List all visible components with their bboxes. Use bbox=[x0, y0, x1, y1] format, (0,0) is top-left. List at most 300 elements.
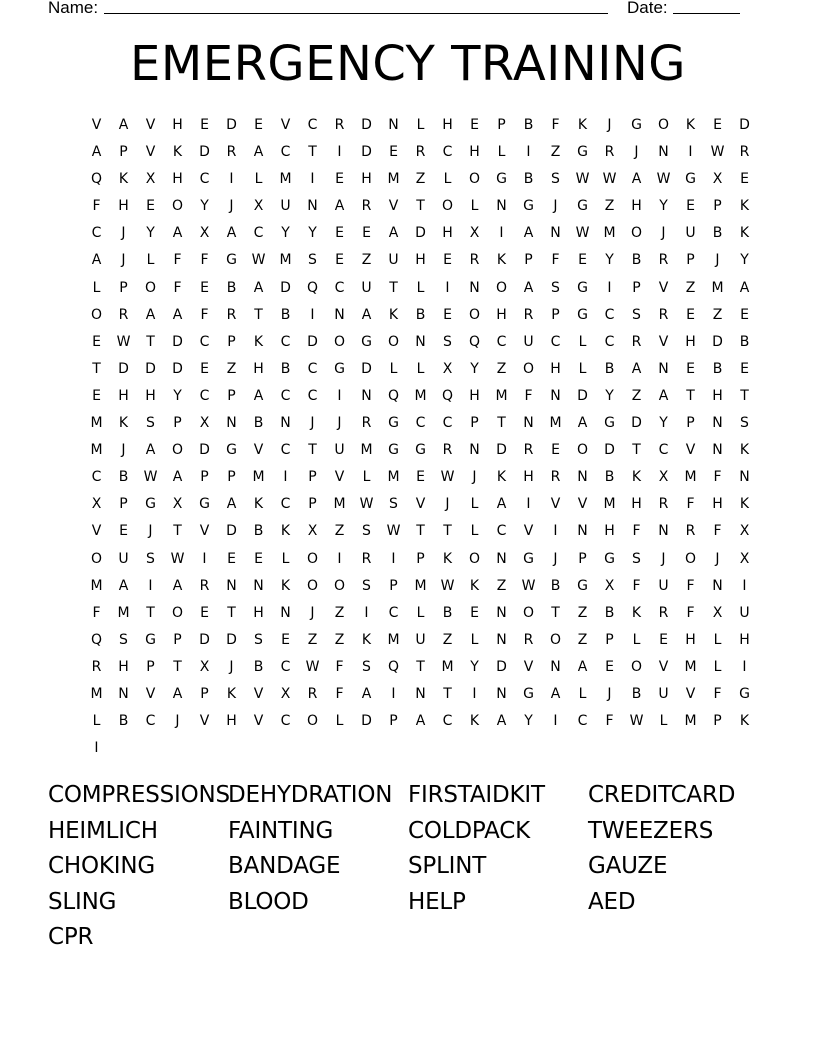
grid-letter[interactable]: J bbox=[121, 442, 126, 459]
grid-letter[interactable]: Y bbox=[605, 387, 614, 404]
grid-letter[interactable]: F bbox=[92, 198, 101, 215]
grid-letter[interactable]: E bbox=[335, 225, 344, 242]
grid-letter[interactable]: D bbox=[199, 144, 210, 161]
grid-letter[interactable]: A bbox=[253, 387, 264, 404]
grid-letter[interactable]: M bbox=[684, 713, 697, 730]
grid-letter[interactable]: O bbox=[333, 577, 346, 594]
grid-letter[interactable]: W bbox=[143, 469, 158, 486]
grid-letter[interactable]: X bbox=[307, 523, 318, 540]
grid-letter[interactable]: J bbox=[121, 225, 126, 242]
grid-letter[interactable]: T bbox=[443, 523, 452, 540]
grid-letter[interactable]: F bbox=[713, 685, 722, 702]
grid-letter[interactable]: H bbox=[631, 496, 642, 513]
grid-letter[interactable]: L bbox=[416, 279, 425, 296]
grid-letter[interactable]: E bbox=[740, 360, 749, 377]
grid-letter[interactable]: Q bbox=[387, 658, 400, 675]
grid-letter[interactable]: R bbox=[334, 117, 345, 133]
grid-letter[interactable]: K bbox=[631, 469, 642, 486]
grid-letter[interactable]: W bbox=[440, 577, 455, 594]
grid-letter[interactable]: Z bbox=[334, 604, 345, 621]
grid-letter[interactable]: H bbox=[631, 198, 642, 215]
grid-letter[interactable]: F bbox=[632, 577, 641, 594]
grid-letter[interactable]: K bbox=[739, 442, 750, 459]
grid-letter[interactable]: N bbox=[496, 685, 507, 702]
grid-letter[interactable]: A bbox=[172, 306, 183, 323]
grid-letter[interactable]: Z bbox=[334, 523, 345, 540]
grid-letter[interactable]: H bbox=[118, 658, 129, 675]
grid-letter[interactable]: B bbox=[253, 523, 264, 540]
grid-letter[interactable]: A bbox=[334, 198, 345, 215]
grid-letter[interactable]: G bbox=[496, 171, 507, 188]
grid-letter[interactable]: B bbox=[604, 360, 615, 377]
grid-letter[interactable]: Z bbox=[226, 360, 237, 377]
grid-letter[interactable]: S bbox=[362, 523, 371, 540]
grid-letter[interactable]: E bbox=[200, 604, 209, 621]
grid-letter[interactable]: I bbox=[445, 279, 450, 296]
grid-letter[interactable]: G bbox=[604, 415, 615, 432]
grid-letter[interactable]: K bbox=[631, 604, 642, 621]
grid-letter[interactable]: R bbox=[550, 469, 561, 486]
grid-letter[interactable]: Y bbox=[740, 252, 749, 269]
grid-letter[interactable]: L bbox=[146, 252, 155, 269]
grid-letter[interactable]: I bbox=[229, 171, 234, 188]
grid-letter[interactable]: B bbox=[712, 360, 723, 377]
grid-letter[interactable]: G bbox=[199, 496, 210, 513]
grid-letter[interactable]: I bbox=[337, 550, 342, 567]
grid-letter[interactable]: Z bbox=[496, 360, 507, 377]
grid-letter[interactable]: E bbox=[713, 117, 722, 133]
grid-letter[interactable]: P bbox=[713, 198, 722, 215]
grid-letter[interactable]: U bbox=[739, 604, 750, 621]
grid-letter[interactable]: I bbox=[607, 279, 612, 296]
grid-letter[interactable]: J bbox=[715, 550, 720, 567]
grid-letter[interactable]: N bbox=[226, 577, 237, 594]
grid-letter[interactable]: B bbox=[280, 306, 291, 323]
grid-letter[interactable]: E bbox=[551, 442, 560, 459]
grid-letter[interactable]: F bbox=[686, 604, 695, 621]
grid-letter[interactable]: J bbox=[553, 550, 558, 567]
grid-letter[interactable]: P bbox=[632, 279, 641, 296]
grid-letter[interactable]: E bbox=[443, 252, 452, 269]
grid-letter[interactable]: V bbox=[199, 523, 210, 540]
grid-letter[interactable]: O bbox=[171, 604, 184, 621]
grid-letter[interactable]: J bbox=[229, 658, 234, 675]
grid-letter[interactable]: C bbox=[280, 387, 291, 404]
grid-letter[interactable]: W bbox=[386, 523, 401, 540]
grid-letter[interactable]: Z bbox=[496, 577, 507, 594]
grid-letter[interactable]: K bbox=[739, 225, 750, 242]
grid-letter[interactable]: U bbox=[280, 198, 291, 215]
grid-letter[interactable]: G bbox=[523, 685, 534, 702]
grid-letter[interactable]: A bbox=[145, 306, 156, 323]
grid-letter[interactable]: K bbox=[280, 523, 291, 540]
grid-letter[interactable]: E bbox=[200, 279, 209, 296]
grid-letter[interactable]: P bbox=[119, 496, 128, 513]
grid-letter[interactable]: M bbox=[90, 577, 103, 594]
grid-letter[interactable]: R bbox=[199, 577, 210, 594]
grid-letter[interactable]: O bbox=[468, 306, 481, 323]
grid-letter[interactable]: D bbox=[226, 523, 237, 540]
grid-letter[interactable]: Q bbox=[90, 631, 103, 648]
grid-letter[interactable]: J bbox=[553, 198, 558, 215]
grid-letter[interactable]: B bbox=[604, 604, 615, 621]
grid-letter[interactable]: G bbox=[577, 279, 588, 296]
grid-letter[interactable]: L bbox=[578, 360, 587, 377]
grid-letter[interactable]: E bbox=[740, 171, 749, 188]
grid-letter[interactable]: O bbox=[144, 279, 157, 296]
grid-letter[interactable]: K bbox=[361, 631, 372, 648]
grid-letter[interactable]: O bbox=[522, 604, 535, 621]
grid-letter[interactable]: G bbox=[577, 306, 588, 323]
grid-letter[interactable]: Z bbox=[334, 631, 345, 648]
grid-letter[interactable]: V bbox=[388, 198, 399, 215]
grid-letter[interactable]: M bbox=[603, 225, 616, 242]
grid-letter[interactable]: E bbox=[740, 306, 749, 323]
grid-letter[interactable]: C bbox=[91, 225, 102, 242]
grid-letter[interactable]: L bbox=[443, 171, 452, 188]
grid-letter[interactable]: F bbox=[524, 387, 533, 404]
grid-letter[interactable]: V bbox=[658, 658, 669, 675]
grid-letter[interactable]: E bbox=[578, 252, 587, 269]
grid-letter[interactable]: L bbox=[578, 333, 587, 350]
grid-letter[interactable]: B bbox=[631, 685, 642, 702]
grid-letter[interactable]: Y bbox=[659, 415, 668, 432]
grid-letter[interactable]: A bbox=[496, 496, 507, 513]
grid-letter[interactable]: R bbox=[685, 523, 696, 540]
grid-letter[interactable]: N bbox=[226, 415, 237, 432]
grid-letter[interactable]: N bbox=[658, 523, 669, 540]
grid-letter[interactable]: F bbox=[632, 523, 641, 540]
grid-letter[interactable]: T bbox=[146, 333, 155, 350]
grid-letter[interactable]: Z bbox=[415, 171, 426, 188]
grid-letter[interactable]: T bbox=[173, 658, 182, 675]
grid-letter[interactable]: E bbox=[470, 604, 479, 621]
grid-letter[interactable]: T bbox=[254, 306, 263, 323]
grid-letter[interactable]: J bbox=[715, 252, 720, 269]
grid-letter[interactable]: P bbox=[200, 685, 209, 702]
grid-letter[interactable]: X bbox=[442, 360, 453, 377]
grid-letter[interactable]: A bbox=[550, 685, 561, 702]
grid-letter[interactable]: I bbox=[364, 604, 369, 621]
grid-letter[interactable]: K bbox=[118, 171, 129, 188]
grid-letter[interactable]: Y bbox=[308, 225, 317, 242]
grid-letter[interactable]: C bbox=[199, 171, 210, 188]
grid-letter[interactable]: P bbox=[227, 469, 236, 486]
grid-letter[interactable]: C bbox=[604, 333, 615, 350]
grid-letter[interactable]: E bbox=[200, 117, 209, 133]
grid-letter[interactable]: I bbox=[310, 171, 315, 188]
grid-letter[interactable]: Y bbox=[470, 360, 479, 377]
grid-letter[interactable]: A bbox=[226, 496, 237, 513]
grid-letter[interactable]: U bbox=[118, 550, 129, 567]
grid-letter[interactable]: A bbox=[631, 360, 642, 377]
grid-letter[interactable]: I bbox=[742, 577, 747, 594]
grid-letter[interactable]: R bbox=[226, 144, 237, 161]
grid-letter[interactable]: D bbox=[361, 117, 372, 133]
grid-letter[interactable]: F bbox=[335, 685, 344, 702]
grid-letter[interactable]: S bbox=[362, 658, 371, 675]
grid-letter[interactable]: E bbox=[335, 171, 344, 188]
grid-letter[interactable]: O bbox=[630, 225, 643, 242]
grid-letter[interactable]: F bbox=[335, 658, 344, 675]
grid-letter[interactable]: X bbox=[280, 685, 291, 702]
grid-letter[interactable]: S bbox=[146, 415, 155, 432]
grid-letter[interactable]: G bbox=[415, 442, 426, 459]
grid-letter[interactable]: Z bbox=[361, 252, 372, 269]
grid-letter[interactable]: O bbox=[306, 713, 319, 730]
grid-letter[interactable]: R bbox=[361, 415, 372, 432]
grid-letter[interactable]: G bbox=[577, 577, 588, 594]
grid-letter[interactable]: S bbox=[551, 279, 560, 296]
grid-letter[interactable]: R bbox=[118, 306, 129, 323]
grid-letter[interactable]: B bbox=[739, 333, 750, 350]
grid-letter[interactable]: V bbox=[685, 442, 696, 459]
grid-letter[interactable]: W bbox=[710, 144, 725, 161]
grid-letter[interactable]: R bbox=[658, 496, 669, 513]
grid-letter[interactable]: O bbox=[306, 577, 319, 594]
grid-letter[interactable]: K bbox=[442, 550, 453, 567]
grid-letter[interactable]: N bbox=[469, 442, 480, 459]
grid-letter[interactable]: J bbox=[121, 252, 126, 269]
grid-letter[interactable]: M bbox=[279, 171, 292, 188]
grid-letter[interactable]: R bbox=[442, 442, 453, 459]
grid-letter[interactable]: U bbox=[415, 631, 426, 648]
grid-letter[interactable]: F bbox=[605, 713, 614, 730]
grid-letter[interactable]: M bbox=[360, 442, 373, 459]
grid-letter[interactable]: X bbox=[91, 496, 102, 513]
grid-letter[interactable]: M bbox=[387, 171, 400, 188]
grid-letter[interactable]: A bbox=[496, 713, 507, 730]
grid-letter[interactable]: E bbox=[686, 306, 695, 323]
grid-letter[interactable]: C bbox=[496, 333, 507, 350]
grid-letter[interactable]: S bbox=[740, 415, 749, 432]
grid-letter[interactable]: N bbox=[307, 198, 318, 215]
grid-letter[interactable]: M bbox=[279, 252, 292, 269]
grid-letter[interactable]: T bbox=[146, 604, 155, 621]
grid-letter[interactable]: V bbox=[253, 442, 264, 459]
grid-letter[interactable]: Y bbox=[605, 252, 614, 269]
grid-letter[interactable]: P bbox=[416, 550, 425, 567]
grid-letter[interactable]: V bbox=[145, 144, 156, 161]
grid-letter[interactable]: N bbox=[388, 117, 399, 133]
grid-letter[interactable]: R bbox=[523, 631, 534, 648]
grid-letter[interactable]: V bbox=[658, 333, 669, 350]
grid-letter[interactable]: A bbox=[118, 117, 129, 133]
grid-letter[interactable]: R bbox=[415, 144, 426, 161]
grid-letter[interactable]: A bbox=[172, 469, 183, 486]
grid-letter[interactable]: A bbox=[118, 577, 129, 594]
grid-letter[interactable]: X bbox=[145, 171, 156, 188]
grid-letter[interactable]: P bbox=[227, 387, 236, 404]
grid-letter[interactable]: S bbox=[632, 550, 641, 567]
grid-letter[interactable]: V bbox=[91, 523, 102, 540]
grid-letter[interactable]: O bbox=[171, 442, 184, 459]
grid-letter[interactable]: P bbox=[605, 631, 614, 648]
grid-letter[interactable]: C bbox=[658, 442, 669, 459]
grid-letter[interactable]: K bbox=[253, 333, 264, 350]
grid-letter[interactable]: C bbox=[577, 713, 588, 730]
grid-letter[interactable]: Q bbox=[441, 387, 454, 404]
grid-letter[interactable]: W bbox=[251, 252, 266, 269]
grid-letter[interactable]: M bbox=[90, 415, 103, 432]
grid-letter[interactable]: J bbox=[310, 415, 315, 432]
grid-letter[interactable]: J bbox=[229, 198, 234, 215]
grid-letter[interactable]: P bbox=[497, 117, 506, 133]
grid-letter[interactable]: P bbox=[524, 252, 533, 269]
grid-letter[interactable]: M bbox=[549, 415, 562, 432]
grid-letter[interactable]: X bbox=[712, 171, 723, 188]
grid-letter[interactable]: K bbox=[496, 252, 507, 269]
grid-letter[interactable]: K bbox=[739, 496, 750, 513]
grid-letter[interactable]: X bbox=[199, 225, 210, 242]
grid-letter[interactable]: U bbox=[685, 225, 696, 242]
grid-letter[interactable]: G bbox=[334, 360, 345, 377]
grid-letter[interactable]: Q bbox=[387, 387, 400, 404]
grid-letter[interactable]: U bbox=[388, 252, 399, 269]
grid-letter[interactable]: C bbox=[199, 387, 210, 404]
grid-letter[interactable]: Q bbox=[90, 171, 103, 188]
grid-letter[interactable]: P bbox=[227, 333, 236, 350]
grid-letter[interactable]: K bbox=[253, 496, 264, 513]
grid-letter[interactable]: O bbox=[657, 117, 670, 133]
grid-letter[interactable]: A bbox=[523, 279, 534, 296]
grid-letter[interactable]: I bbox=[202, 550, 207, 567]
grid-letter[interactable]: I bbox=[688, 144, 693, 161]
grid-letter[interactable]: R bbox=[523, 306, 534, 323]
grid-letter[interactable]: N bbox=[739, 469, 750, 486]
grid-letter[interactable]: V bbox=[334, 469, 345, 486]
grid-letter[interactable]: G bbox=[226, 442, 237, 459]
grid-letter[interactable]: F bbox=[551, 117, 560, 133]
grid-letter[interactable]: N bbox=[361, 387, 372, 404]
grid-letter[interactable]: V bbox=[523, 523, 534, 540]
grid-letter[interactable]: D bbox=[361, 144, 372, 161]
grid-letter[interactable]: D bbox=[226, 117, 237, 133]
grid-letter[interactable]: K bbox=[118, 415, 129, 432]
grid-letter[interactable]: I bbox=[391, 685, 396, 702]
grid-letter[interactable]: P bbox=[146, 658, 155, 675]
grid-letter[interactable]: O bbox=[468, 171, 481, 188]
grid-letter[interactable]: T bbox=[416, 198, 425, 215]
grid-letter[interactable]: R bbox=[361, 198, 372, 215]
grid-letter[interactable]: B bbox=[631, 252, 642, 269]
grid-letter[interactable]: K bbox=[172, 144, 183, 161]
grid-letter[interactable]: V bbox=[577, 496, 588, 513]
grid-letter[interactable]: Z bbox=[712, 306, 723, 323]
grid-letter[interactable]: N bbox=[712, 442, 723, 459]
grid-letter[interactable]: B bbox=[712, 225, 723, 242]
grid-letter[interactable]: R bbox=[631, 333, 642, 350]
grid-letter[interactable]: C bbox=[550, 333, 561, 350]
grid-letter[interactable]: E bbox=[146, 198, 155, 215]
grid-letter[interactable]: A bbox=[91, 144, 102, 161]
grid-letter[interactable]: A bbox=[388, 225, 399, 242]
grid-letter[interactable]: Z bbox=[631, 387, 642, 404]
grid-letter[interactable]: C bbox=[307, 387, 318, 404]
grid-letter[interactable]: E bbox=[254, 117, 263, 133]
grid-letter[interactable]: A bbox=[361, 685, 372, 702]
grid-letter[interactable]: E bbox=[605, 658, 614, 675]
grid-letter[interactable]: D bbox=[307, 333, 318, 350]
grid-letter[interactable]: Z bbox=[442, 631, 453, 648]
grid-letter[interactable]: N bbox=[496, 550, 507, 567]
grid-letter[interactable]: N bbox=[496, 604, 507, 621]
grid-letter[interactable]: A bbox=[658, 387, 669, 404]
grid-letter[interactable]: I bbox=[553, 523, 558, 540]
grid-letter[interactable]: J bbox=[445, 496, 450, 513]
grid-letter[interactable]: M bbox=[252, 469, 265, 486]
grid-letter[interactable]: K bbox=[280, 577, 291, 594]
grid-letter[interactable]: O bbox=[549, 631, 562, 648]
grid-letter[interactable]: L bbox=[659, 713, 668, 730]
grid-letter[interactable]: D bbox=[280, 279, 291, 296]
grid-letter[interactable]: K bbox=[388, 306, 399, 323]
grid-letter[interactable]: L bbox=[416, 360, 425, 377]
grid-letter[interactable]: L bbox=[416, 117, 425, 133]
grid-letter[interactable]: C bbox=[280, 496, 291, 513]
grid-letter[interactable]: D bbox=[712, 333, 723, 350]
grid-letter[interactable]: H bbox=[145, 387, 156, 404]
grid-letter[interactable]: O bbox=[90, 306, 103, 323]
grid-letter[interactable]: J bbox=[148, 523, 153, 540]
grid-letter[interactable]: Y bbox=[173, 387, 182, 404]
grid-letter[interactable]: L bbox=[281, 550, 290, 567]
grid-letter[interactable]: K bbox=[469, 713, 480, 730]
grid-letter[interactable]: B bbox=[442, 604, 453, 621]
grid-letter[interactable]: W bbox=[170, 550, 185, 567]
grid-letter[interactable]: N bbox=[496, 198, 507, 215]
grid-letter[interactable]: X bbox=[172, 496, 183, 513]
grid-letter[interactable]: M bbox=[684, 658, 697, 675]
grid-letter[interactable]: C bbox=[199, 333, 210, 350]
grid-letter[interactable]: W bbox=[656, 171, 671, 188]
grid-letter[interactable]: L bbox=[713, 658, 722, 675]
grid-letter[interactable]: H bbox=[712, 496, 723, 513]
grid-letter[interactable]: P bbox=[119, 144, 128, 161]
grid-letter[interactable]: B bbox=[523, 171, 534, 188]
grid-letter[interactable]: L bbox=[470, 198, 479, 215]
grid-letter[interactable]: E bbox=[92, 333, 101, 350]
grid-letter[interactable]: D bbox=[361, 713, 372, 730]
grid-letter[interactable]: D bbox=[145, 360, 156, 377]
grid-letter[interactable]: H bbox=[469, 387, 480, 404]
grid-letter[interactable]: O bbox=[441, 198, 454, 215]
grid-letter[interactable]: C bbox=[253, 225, 264, 242]
grid-letter[interactable]: N bbox=[550, 387, 561, 404]
grid-letter[interactable]: Z bbox=[307, 631, 318, 648]
grid-letter[interactable]: F bbox=[173, 279, 182, 296]
grid-letter[interactable]: T bbox=[173, 523, 182, 540]
grid-letter[interactable]: H bbox=[739, 631, 750, 648]
grid-letter[interactable]: D bbox=[415, 225, 426, 242]
grid-letter[interactable]: K bbox=[739, 198, 750, 215]
grid-letter[interactable]: N bbox=[658, 144, 669, 161]
grid-letter[interactable]: A bbox=[577, 658, 588, 675]
grid-letter[interactable]: D bbox=[199, 631, 210, 648]
grid-letter[interactable]: W bbox=[305, 658, 320, 675]
grid-letter[interactable]: D bbox=[172, 333, 183, 350]
grid-letter[interactable]: B bbox=[253, 415, 264, 432]
grid-letter[interactable]: V bbox=[145, 117, 156, 133]
grid-letter[interactable]: N bbox=[118, 685, 129, 702]
grid-letter[interactable]: N bbox=[334, 306, 345, 323]
grid-letter[interactable]: O bbox=[90, 550, 103, 567]
grid-letter[interactable]: G bbox=[631, 117, 642, 133]
grid-letter[interactable]: W bbox=[629, 713, 644, 730]
grid-letter[interactable]: H bbox=[469, 144, 480, 161]
grid-letter[interactable]: M bbox=[90, 685, 103, 702]
grid-letter[interactable]: O bbox=[387, 333, 400, 350]
